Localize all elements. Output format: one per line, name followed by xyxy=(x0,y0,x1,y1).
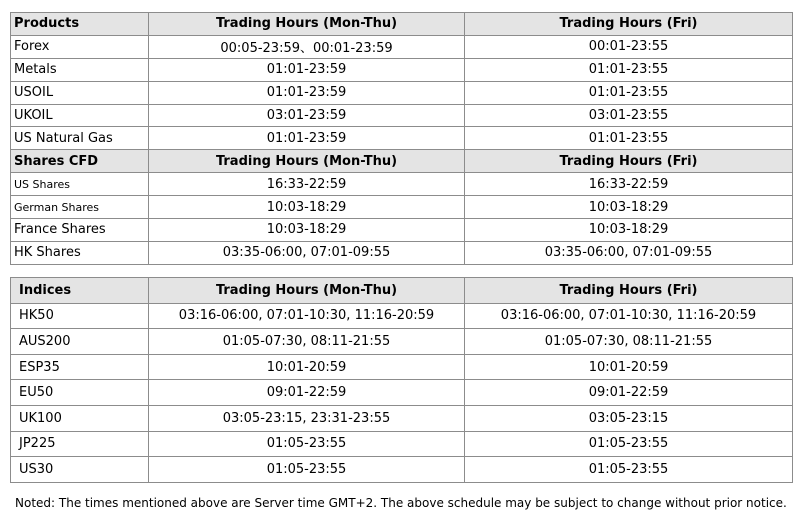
products-header-row xyxy=(11,13,793,36)
indices-header-mon-thu: Trading Hours (Mon-Thu) xyxy=(149,278,465,304)
hours-fri: 03:16-06:00, 07:01-10:30, 11:16-20:59 xyxy=(465,303,793,329)
hours-fri: 10:01-20:59 xyxy=(465,354,793,380)
table-row xyxy=(11,354,793,380)
hours-mon-thu: 16:33-22:59 xyxy=(149,173,465,196)
hours-mon-thu: 01:01-23:59 xyxy=(149,81,465,104)
hours-mon-thu: 03:35-06:00, 07:01-09:55 xyxy=(149,241,465,264)
table-row xyxy=(11,241,793,264)
hours-fri: 16:33-22:59 xyxy=(465,173,793,196)
table-row xyxy=(11,173,793,196)
product-name: UKOIL xyxy=(11,104,149,127)
hours-mon-thu: 01:05-23:55 xyxy=(149,457,465,483)
hours-fri: 10:03-18:29 xyxy=(465,196,793,219)
hours-mon-thu: 01:05-07:30, 08:11-21:55 xyxy=(149,329,465,355)
products-header-label: Products xyxy=(11,13,149,36)
hours-fri: 01:05-23:55 xyxy=(465,431,793,457)
hours-mon-thu: 10:01-20:59 xyxy=(149,354,465,380)
hours-fri: 01:01-23:55 xyxy=(465,58,793,81)
product-name: German Shares xyxy=(11,196,149,219)
trading-hours-table-top xyxy=(10,12,793,265)
hours-mon-thu: 01:01-23:59 xyxy=(149,58,465,81)
hours-fri: 09:01-22:59 xyxy=(465,380,793,406)
table-row xyxy=(11,81,793,104)
hours-fri: 01:05-07:30, 08:11-21:55 xyxy=(465,329,793,355)
index-name: UK100 xyxy=(11,405,149,431)
table-row xyxy=(11,303,793,329)
table-row xyxy=(11,35,793,58)
hours-fri: 03:01-23:55 xyxy=(465,104,793,127)
hours-fri: 03:05-23:15 xyxy=(465,405,793,431)
product-name: Metals xyxy=(11,58,149,81)
hours-mon-thu: 03:01-23:59 xyxy=(149,104,465,127)
product-name: US Natural Gas xyxy=(11,127,149,150)
hours-mon-thu: 10:03-18:29 xyxy=(149,219,465,242)
index-name: ESP35 xyxy=(11,354,149,380)
index-name: EU50 xyxy=(11,380,149,406)
table-row xyxy=(11,196,793,219)
hours-mon-thu: 00:05-23:59、00:01-23:59 xyxy=(149,35,465,58)
product-name: France Shares xyxy=(11,219,149,242)
indices-header-row xyxy=(11,278,793,304)
product-name: USOIL xyxy=(11,81,149,104)
shares-header-fri: Trading Hours (Fri) xyxy=(465,150,793,173)
table-row xyxy=(11,127,793,150)
hours-mon-thu: 03:05-23:15, 23:31-23:55 xyxy=(149,405,465,431)
shares-header-mon-thu: Trading Hours (Mon-Thu) xyxy=(149,150,465,173)
product-name: Forex xyxy=(11,35,149,58)
product-name: HK Shares xyxy=(11,241,149,264)
products-header-mon-thu: Trading Hours (Mon-Thu) xyxy=(149,13,465,36)
table-row xyxy=(11,329,793,355)
hours-mon-thu: 03:16-06:00, 07:01-10:30, 11:16-20:59 xyxy=(149,303,465,329)
indices-header-label: Indices xyxy=(11,278,149,304)
table-row xyxy=(11,380,793,406)
indices-header-fri: Trading Hours (Fri) xyxy=(465,278,793,304)
product-name: US Shares xyxy=(11,173,149,196)
hours-fri: 10:03-18:29 xyxy=(465,219,793,242)
table-row xyxy=(11,104,793,127)
hours-fri: 01:01-23:55 xyxy=(465,81,793,104)
table-row xyxy=(11,405,793,431)
table-row xyxy=(11,219,793,242)
hours-mon-thu: 09:01-22:59 xyxy=(149,380,465,406)
hours-mon-thu: 01:05-23:55 xyxy=(149,431,465,457)
hours-fri: 01:05-23:55 xyxy=(465,457,793,483)
footnote: Noted: The times mentioned above are Server time GMT+2. The above schedule may be subject to change without prior notice. xyxy=(15,496,787,510)
index-name: HK50 xyxy=(11,303,149,329)
shares-header-row xyxy=(11,150,793,173)
index-name: US30 xyxy=(11,457,149,483)
hours-fri: 03:35-06:00, 07:01-09:55 xyxy=(465,241,793,264)
table-row xyxy=(11,457,793,483)
hours-fri: 01:01-23:55 xyxy=(465,127,793,150)
table-row xyxy=(11,58,793,81)
hours-mon-thu: 10:03-18:29 xyxy=(149,196,465,219)
hours-fri: 00:01-23:55 xyxy=(465,35,793,58)
hours-mon-thu: 01:01-23:59 xyxy=(149,127,465,150)
products-header-fri: Trading Hours (Fri) xyxy=(465,13,793,36)
index-name: AUS200 xyxy=(11,329,149,355)
table-row xyxy=(11,431,793,457)
shares-header-label: Shares CFD xyxy=(11,150,149,173)
trading-hours-table-indices xyxy=(10,277,793,483)
index-name: JP225 xyxy=(11,431,149,457)
